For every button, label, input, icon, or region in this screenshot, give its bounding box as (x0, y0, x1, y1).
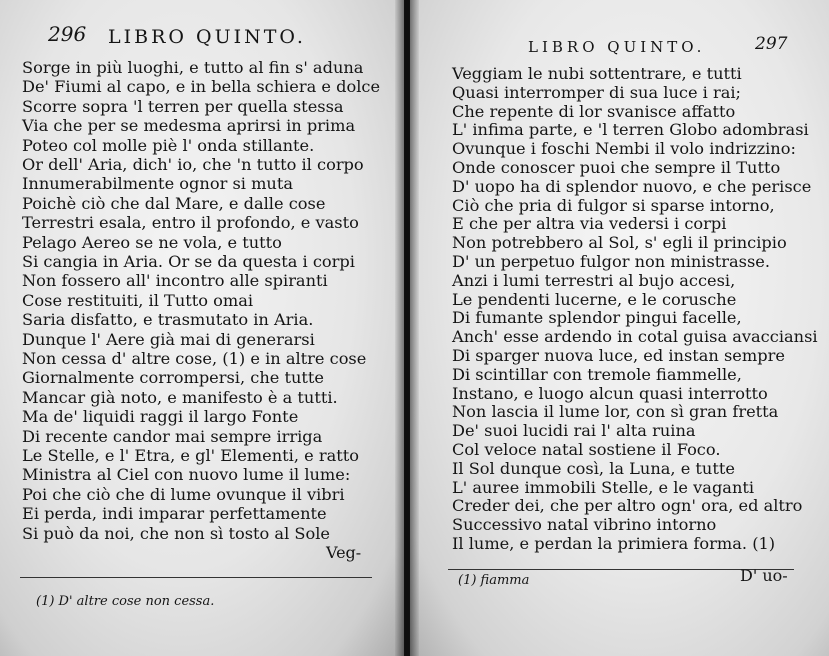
text-line: Anch' esse ardendo in cotal guisa avacciansi (452, 327, 818, 347)
text-line: Le Stelle, e l' Etra, e gl' Elementi, e ratto (22, 446, 360, 465)
text-line: Poichè ciò che dal Mare, e dalle cose (22, 193, 326, 213)
text-line: D' uopo ha di splendor nuovo, e che perisce (452, 176, 812, 196)
text-line: De' Fiumi al capo, e in bella schiera e dolce (22, 77, 381, 97)
text-line: Creder dei, che per altro ogn' ora, ed altro (452, 496, 803, 516)
left-page-number: 296 (48, 22, 87, 46)
text-line: Ciò che pria di fulgor si sparse intorno, (452, 195, 775, 215)
text-line: Il Sol dunque così, la Luna, e tutte (452, 458, 735, 478)
text-line: L' infima parte, e 'l terren Globo adombrasi (452, 120, 809, 140)
text-line: Di fumante splendor pingui facelle, (452, 308, 742, 328)
text-line: L' auree immobili Stelle, e le vaganti (452, 477, 755, 497)
text-line: Innumerabilmente ognor si muta (22, 174, 294, 194)
text-line: Via che per se medesma aprirsi in prima (22, 116, 356, 136)
text-line: Poteo col molle piè l' onda stillante. (22, 135, 315, 155)
text-line: Or dell' Aria, dich' io, che 'n tutto il corpo (22, 155, 364, 174)
text-line: Dunque l' Aere già mai di generarsi (22, 329, 315, 349)
text-line: Il lume, e perdan la primiera forma. (1) (452, 534, 776, 553)
text-line: De' suoi lucidi rai l' alta ruina (452, 421, 696, 441)
text-line: Di scintillar con tremole fiammelle, (452, 364, 742, 384)
text-line: Non lascia il lume lor, con sì gran fretta (452, 402, 779, 422)
text-line: Giornalmente corrompersi, che tutte (22, 368, 325, 388)
text-line: Col veloce natal sostiene il Foco. (452, 440, 721, 459)
text-line: Di recente candor mai sempre irriga (22, 426, 323, 446)
text-line: Di sparger nuova luce, ed instan sempre (452, 346, 785, 365)
text-line: Le pendenti lucerne, e le corusche (452, 289, 737, 309)
left-catchword: Veg- (326, 543, 362, 562)
text-line: Instano, e luogo alcun quasi interrotto (452, 383, 768, 403)
text-line: Sorge in più luoghi, e tutto al fin s' aduna (22, 58, 364, 77)
text-line: Poi che ciò che di lume ovunque il vibri (22, 484, 345, 504)
left-footnote: (1) D' altre cose non cessa. (36, 594, 215, 609)
right-page (410, 0, 829, 656)
text-line: Veggiam le nubi sottentrare, e tutti (452, 64, 742, 83)
text-line: Cose restituiti, il Tutto omai (22, 290, 254, 310)
text-line: D' un perpetuo fulgor non ministrasse. (452, 252, 771, 271)
text-line: Non fossero all' incontro alle spiranti (22, 271, 328, 291)
left-running-head: LIBRO QUINTO. (108, 26, 306, 48)
text-line: Ma de' liquidi raggi il largo Fonte (22, 407, 299, 427)
text-line: E che per altra via vedersi i corpi (452, 214, 727, 234)
text-line: Si può da noi, che non sì tosto al Sole (22, 523, 330, 543)
text-line: Ei perda, indi imparar perfettamente (22, 504, 327, 524)
right-catchword: D' uo- (740, 566, 788, 585)
text-line: Pelago Aereo se ne vola, e tutto (22, 232, 282, 252)
text-line: Non cessa d' altre cose, (1) e in altre cose (22, 349, 367, 368)
text-line: Mancar già noto, e manifesto è a tutti. (22, 387, 338, 407)
right-running-head: LIBRO QUINTO. (528, 38, 706, 56)
right-footnote: (1) fiamma (458, 573, 530, 588)
text-line: Ministra al Ciel con nuovo lume il lume: (22, 465, 351, 485)
text-line: Ovunque i foschi Nembi il volo indrizzino: (452, 139, 796, 159)
left-footnote-rule (20, 577, 372, 578)
text-line: Onde conoscer puoi che sempre il Tutto (452, 158, 781, 177)
text-line: Terrestri esala, entro il profondo, e vasto (22, 213, 359, 233)
text-line: Non potrebbero al Sol, s' egli il principio (452, 233, 787, 253)
text-line: Saria disfatto, e trasmutato in Aria. (22, 310, 314, 330)
text-line: Successivo natal vibrino intorno (452, 515, 717, 535)
text-line: Quasi interromper di sua luce i rai; (452, 82, 742, 102)
text-line: Anzi i lumi terrestri al bujo accesi, (452, 270, 736, 290)
left-page (0, 0, 404, 656)
book-gutter (395, 0, 419, 656)
text-line: Scorre sopra 'l terren per quella stessa (22, 96, 344, 116)
text-line: Si cangia in Aria. Or se da questa i corpi (22, 252, 355, 271)
right-page-number: 297 (755, 34, 788, 54)
text-line: Che repente di lor svanisce affatto (452, 101, 736, 121)
